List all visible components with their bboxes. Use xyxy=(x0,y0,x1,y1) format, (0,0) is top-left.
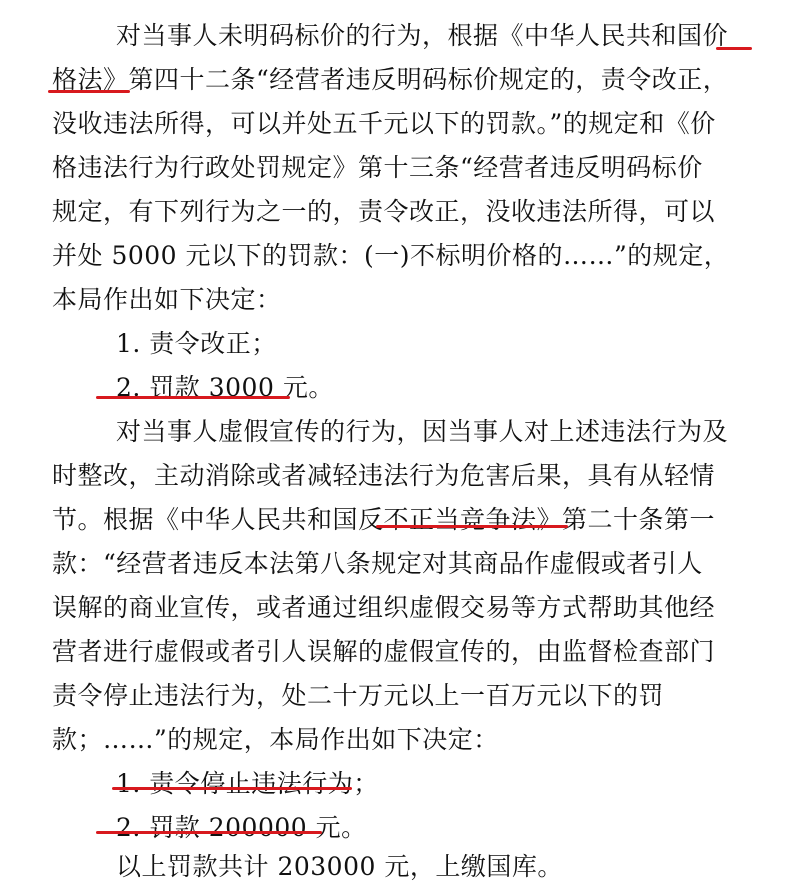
paragraph-1-line-1: 对当事人未明码标价的行为，根据《中华人民共和国价 xyxy=(116,21,729,50)
paragraph-2-line-6: 营者进行虚假或者引人误解的虚假宣传的，由监督检查部门 xyxy=(52,637,716,666)
underline-anti-unfair-competition-law xyxy=(376,525,568,528)
paragraph-2-line-3: 节。根据《中华人民共和国反不正当竞争法》第二十条第一 xyxy=(52,505,716,534)
paragraph-2-line-8: 款；……”的规定，本局作出如下决定： xyxy=(52,725,499,754)
paragraph-1-line-7: 本局作出如下决定： xyxy=(52,285,282,314)
paragraph-2-line-4: 款：“经营者违反本法第八条规定对其商品作虚假或者引人 xyxy=(52,549,703,578)
underline-fine-200000 xyxy=(96,831,322,834)
paragraph-2-line-1: 对当事人虚假宣传的行为，因当事人对上述违法行为及 xyxy=(116,417,729,446)
underline-jiage-1 xyxy=(716,47,752,50)
total-line: 以上罚款共计 203000 元，上缴国库。 xyxy=(116,852,563,881)
paragraph-1-line-2: 格法》第四十二条“经营者违反明码标价规定的，责令改正， xyxy=(52,65,729,94)
decision-2-item-2: 2. 罚款 200000 元。 xyxy=(116,813,367,842)
paragraph-2-line-2: 时整改，主动消除或者减轻违法行为危害后果，具有从轻情 xyxy=(52,461,716,490)
paragraph-1-line-3: 没收违法所得，可以并处五千元以下的罚款。”的规定和《价 xyxy=(52,109,716,138)
decision-2-item-1: 1. 责令停止违法行为； xyxy=(116,769,379,798)
paragraph-1-line-4: 格违法行为行政处罚规定》第十三条“经营者违反明码标价 xyxy=(52,153,703,182)
paragraph-2-line-7: 责令停止违法行为，处二十万元以上一百万元以下的罚 xyxy=(52,681,665,710)
paragraph-2-line-5: 误解的商业宣传，或者通过组织虚假交易等方式帮助其他经 xyxy=(52,593,716,622)
underline-stop-illegal-act xyxy=(112,787,352,790)
paragraph-1-line-5: 规定，有下列行为之一的，责令改正，没收违法所得，可以 xyxy=(52,197,716,226)
underline-jiage-2 xyxy=(48,90,130,93)
underline-fine-3000 xyxy=(96,396,290,399)
decision-1-item-1: 1. 责令改正； xyxy=(116,329,277,358)
paragraph-1-line-6: 并处 5000 元以下的罚款：(一)不标明价格的……”的规定， xyxy=(52,241,730,270)
decision-1-item-2: 2. 罚款 3000 元。 xyxy=(116,373,334,402)
